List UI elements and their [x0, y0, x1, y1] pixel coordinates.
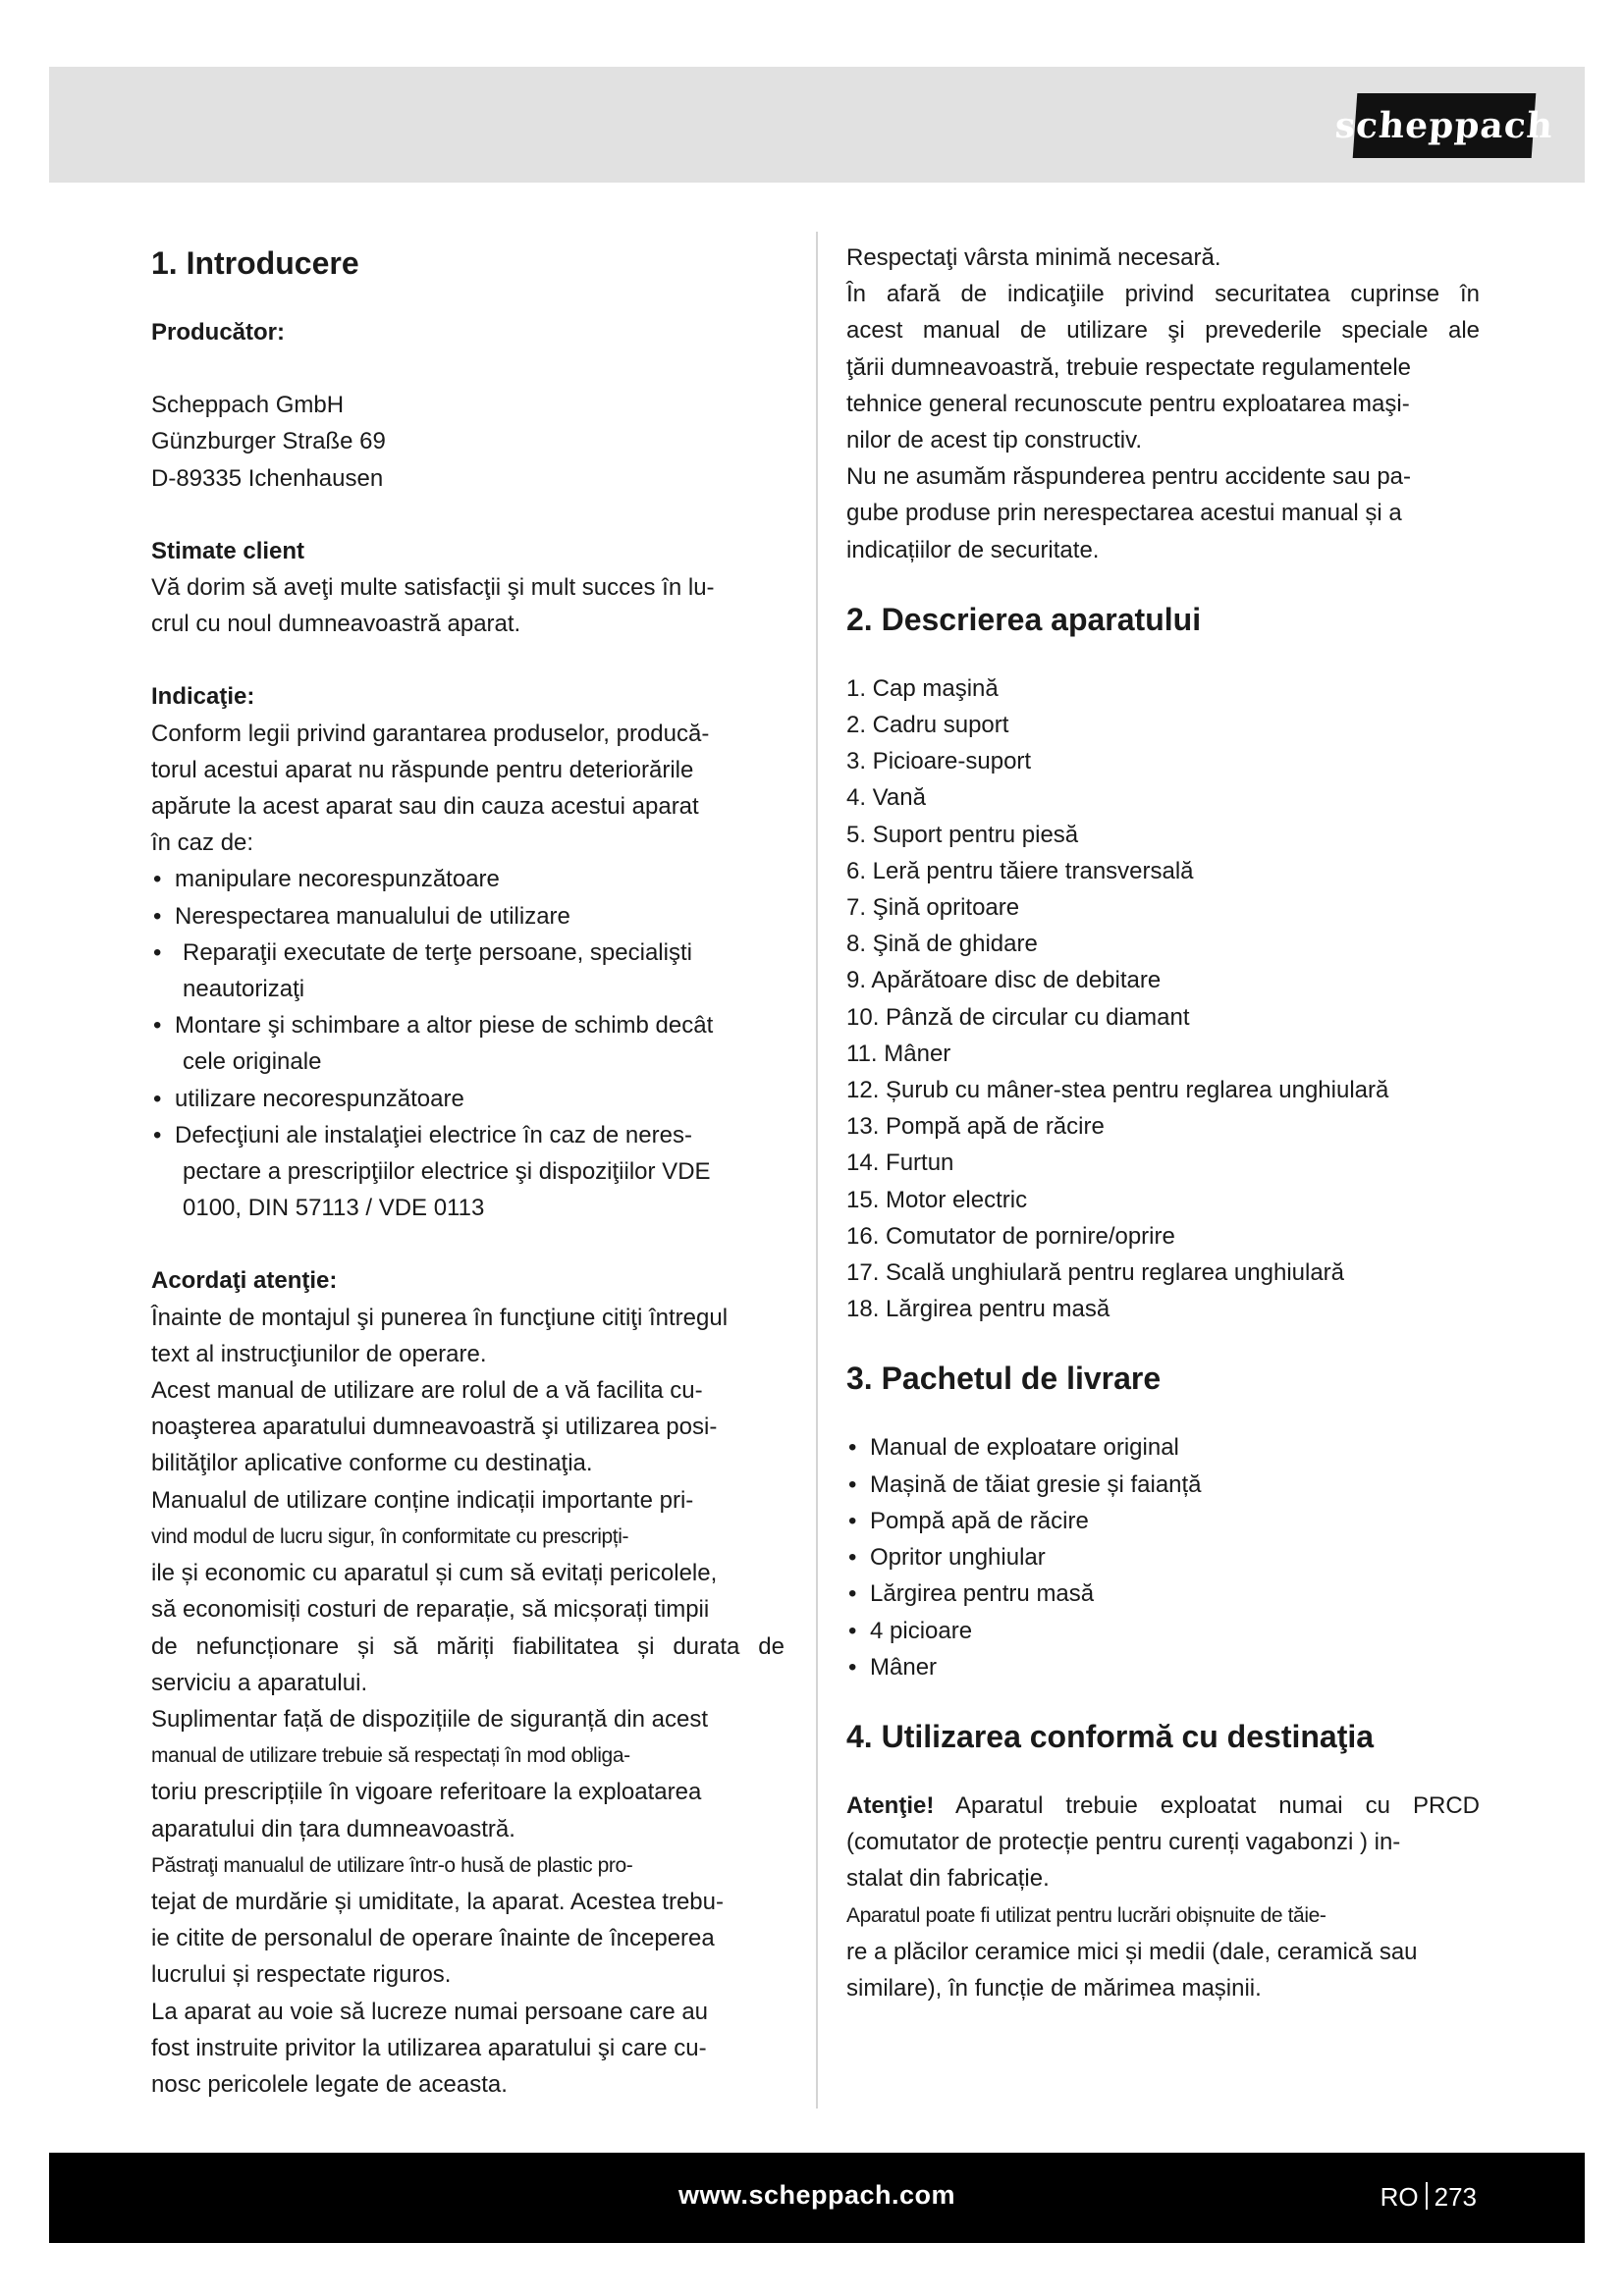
use-line: stalat din fabricație.	[846, 1865, 1050, 1893]
attention-line: noaşterea aparatului dumneavoastră şi utilizarea posi-	[151, 1414, 718, 1441]
attention-label: Acordaţi atenţie:	[151, 1267, 338, 1295]
use-line: re a plăcilor ceramice mici și medii (dale, ceramică sau	[846, 1938, 1418, 1965]
list-item: • utilizare necorespunzătoare	[151, 1081, 785, 1117]
section-2-title: 2. Descrierea aparatului	[846, 601, 1202, 637]
list-item: 1. Cap maşină	[846, 674, 999, 702]
attention-bold: Atenţie!	[846, 1791, 935, 1819]
list-item: 15. Motor electric	[846, 1186, 1028, 1213]
attention-line: vind modul de lucru sigur, în conformitate cu prescripți-	[151, 1524, 629, 1548]
column-divider	[816, 232, 818, 2109]
list-item: 8. Şină de ghidare	[846, 931, 1038, 958]
list-item: 6. Leră pentru tăiere transversală	[846, 857, 1194, 884]
intro-line: Nu ne asumăm răspunderea pentru accidente sau pa-	[846, 463, 1412, 491]
dear-client-line: Vă dorim să aveţi multe satisfacţii şi mult succes în lu-	[151, 574, 715, 602]
dear-client-label: Stimate client	[151, 537, 305, 564]
note-label: Indicaţie:	[151, 683, 255, 711]
list-item: • Defecţiuni ale instalaţiei electrice în caz de neres- pectare a prescripţiilor electrice şi dispoziţiilor VDE 0100, DIN 57113 / VDE 0113	[151, 1117, 785, 1227]
attention-line: Manualul de utilizare conține indicații importante pri-	[151, 1486, 694, 1514]
list-item: 12. Șurub cu mâner-stea pentru reglarea unghiulară	[846, 1077, 1389, 1104]
producer-label: Producător:	[151, 319, 286, 346]
list-item: 16. Comutator de pornire/oprire	[846, 1222, 1175, 1250]
list-item: • Lărgirea pentru masă	[846, 1575, 1480, 1612]
attention-line: nosc pericolele legate de aceasta.	[151, 2070, 508, 2098]
intro-line: ţării dumneavoastră, trebuie respectate regulamentele	[846, 353, 1411, 381]
list-item: • 4 picioare	[846, 1613, 1480, 1649]
use-line: similare), în funcție de mărimea mașinii.	[846, 1974, 1262, 2002]
attention-line: manual de utilizare trebuie să respectați în mod obliga-	[151, 1744, 630, 1768]
intro-line: indicațiilor de securitate.	[846, 536, 1100, 563]
section-4-title: 4. Utilizarea conformă cu destinaţia	[846, 1718, 1375, 1754]
list-item: • manipulare necorespunzătoare	[151, 861, 785, 897]
list-item: • Pompă apă de răcire	[846, 1503, 1480, 1539]
list-item: 5. Suport pentru piesă	[846, 821, 1079, 848]
list-item: 13. Pompă apă de răcire	[846, 1113, 1105, 1141]
attention-line: bilităţilor aplicative conforme cu destinaţia.	[151, 1450, 593, 1477]
attention-line: să economisiți costuri de reparație, să micșorați timpii	[151, 1596, 710, 1624]
address-line: Günzburger Straße 69	[151, 428, 386, 455]
attention-line: lucrului și respectate riguros.	[151, 1961, 452, 1989]
list-item: • Opritor unghiular	[846, 1539, 1480, 1575]
list-item: 3. Picioare-suport	[846, 748, 1032, 775]
dear-client-line: crul cu noul dumneavoastră aparat.	[151, 611, 521, 638]
list-item: • Manual de exploatare original	[846, 1429, 1480, 1466]
list-item: 17. Scală unghiulară pentru reglarea unghiulară	[846, 1259, 1345, 1287]
parts-list	[846, 670, 1480, 1328]
section-3-title: 3. Pachetul de livrare	[846, 1361, 1162, 1397]
attention-line: de nefuncționare și să măriți fiabilitatea și durata de	[151, 1632, 785, 1660]
note-line: apărute la acest aparat sau din cauza acestui aparat	[151, 793, 699, 821]
intro-line: gube produse prin nerespectarea acestui manual și a	[846, 500, 1402, 527]
intro-line: tehnice general recunoscute pentru exploatarea maşi-	[846, 390, 1410, 417]
list-item: • Nerespectarea manualului de utilizare	[151, 898, 785, 934]
attention-line: serviciu a aparatului.	[151, 1669, 368, 1696]
note-line: Conform legii privind garantarea produselor, producă-	[151, 720, 710, 747]
scheppach-logo: scheppach	[1353, 93, 1537, 158]
list-item: 9. Apărătoare disc de debitare	[846, 967, 1162, 994]
intro-line: acest manual de utilizare şi prevederile speciale ale	[846, 317, 1480, 345]
address-line: Scheppach GmbH	[151, 392, 345, 419]
intro-line: Respectaţi vârsta minimă necesară.	[846, 244, 1221, 271]
attention-line: toriu prescripțiile în vigoare referitoare la exploatarea	[151, 1779, 702, 1806]
list-item: 2. Cadru suport	[846, 712, 1009, 739]
list-item: 4. Vană	[846, 784, 926, 812]
use-line: (comutator de protecție pentru curenți vagabonzi ) in-	[846, 1829, 1401, 1856]
left-column	[151, 240, 785, 2103]
list-item: • Montare şi schimbare a altor piese de schimb decât cele originale	[151, 1007, 785, 1080]
attention-line: aparatului din țara dumneavoastră.	[151, 1815, 515, 1842]
section-1-title: 1. Introducere	[151, 245, 359, 281]
attention-line: Păstraţi manualul de utilizare într-o husă de plastic pro-	[151, 1853, 633, 1877]
attention-line: Suplimentar față de dispozițiile de siguranță din acest	[151, 1705, 708, 1733]
separator	[1426, 2182, 1428, 2210]
list-item: • Mâner	[846, 1649, 1480, 1685]
note-line: torul acestui aparat nu răspunde pentru deteriorările	[151, 756, 694, 783]
delivery-list	[846, 1429, 1480, 1684]
attention-line: fost instruite privitor la utilizarea aparatului şi care cu-	[151, 2034, 707, 2061]
attention-line: ile și economic cu aparatul și cum să evitați pericolele,	[151, 1560, 718, 1587]
list-item: 18. Lărgirea pentru masă	[846, 1296, 1110, 1323]
list-item: • Reparaţii executate de terţe persoane, specialişti neautorizaţi	[151, 934, 785, 1007]
list-item: 10. Pânză de circular cu diamant	[846, 1003, 1190, 1031]
page-number: RO 273	[1380, 2182, 1477, 2212]
attention-line: Acest manual de utilizare are rolul de a vă facilita cu-	[151, 1377, 703, 1405]
intro-line: În afară de indicaţiile privind securitatea cuprinse în	[846, 281, 1480, 308]
footer-band	[49, 2153, 1585, 2243]
attention-line: La aparat au voie să lucreze numai persoane care au	[151, 1998, 709, 2025]
attention-line: Înainte de montajul şi punerea în funcţiune citiţi întregul	[151, 1304, 729, 1331]
attention-line: ie citite de personalul de operare înainte de începerea	[151, 1925, 715, 1952]
use-first-line: Atenţie! Aparatul trebuie exploatat numai cu PRCD	[846, 1791, 1480, 1819]
note-line: în caz de:	[151, 829, 254, 857]
intro-line: nilor de acest tip constructiv.	[846, 427, 1143, 454]
list-item: • Mașină de tăiat gresie și faianță	[846, 1467, 1480, 1503]
attention-line: text al instrucţiunilor de operare.	[151, 1340, 487, 1367]
list-item: 7. Şină opritoare	[846, 894, 1020, 922]
attention-line: tejat de murdărie și umiditate, la aparat. Acestea trebu-	[151, 1888, 724, 1915]
right-column	[846, 240, 1480, 2006]
list-item: 14. Furtun	[846, 1149, 954, 1177]
use-line: Aparatul poate fi utilizat pentru lucrări obișnuite de tăie-	[846, 1903, 1326, 1927]
list-item: 11. Mâner	[846, 1040, 951, 1067]
address-line: D-89335 Ichenhausen	[151, 464, 384, 492]
website-link[interactable]: www.scheppach.com	[677, 2180, 956, 2210]
note-bullet-list	[151, 861, 785, 1226]
